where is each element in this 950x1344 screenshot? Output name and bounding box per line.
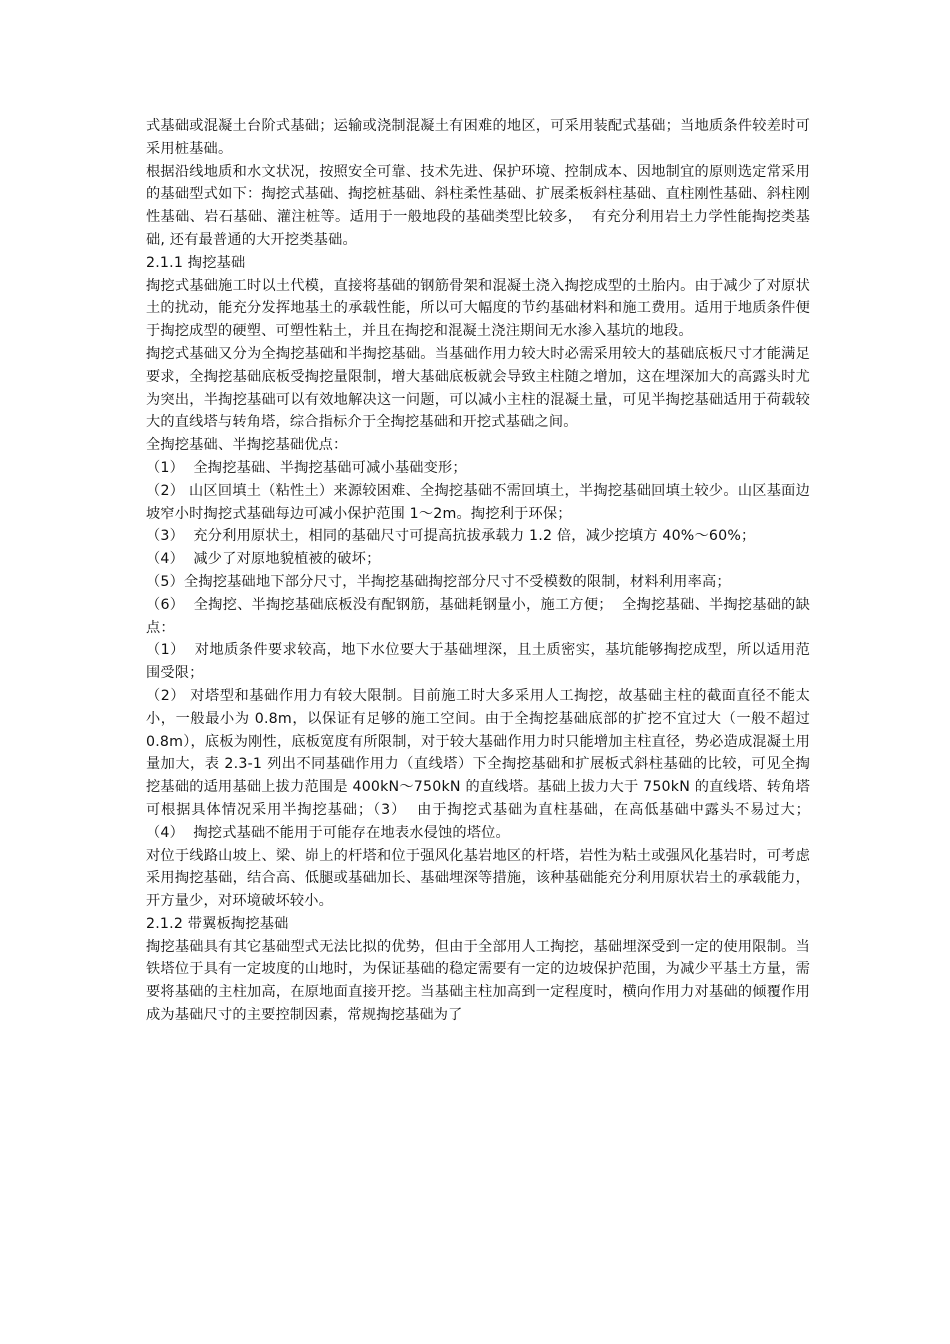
section-heading: 2.1.1 掏挖基础 [146, 254, 246, 271]
paragraph: 掏挖式基础又分为全掏挖基础和半掏挖基础。当基础作用力较大时必需采用较大的基础底板尺寸才能满足要求，全掏挖基础底板受掏挖量限制，增大基础底板就会导致主柱随之增加，这在埋深加大的高露头时尤为突出，半掏挖基础可以有效地解决这一问题，可以减小主柱的混凝土量，可见半掏挖基础适用于荷载较大的直线塔与转角塔，综合指标介于全掏挖基础和开挖式基础之间。 [146, 345, 810, 431]
list-item: （3） 充分利用原状土，相同的基础尺寸可提高抗拔承载力 1.2 倍，减少挖填方 40%～60%； [146, 528, 756, 545]
list-item: （4） 减少了对原地貌植被的破坏； [146, 551, 381, 568]
section-heading: 2.1.2 带翼板掏挖基础 [146, 915, 289, 932]
list-item: （1） 全掏挖基础、半掏挖基础可减小基础变形； [146, 459, 467, 476]
paragraph: 对位于线路山坡上、梁、峁上的杆塔和位于强风化基岩地区的杆塔，岩性为粘土或强风化基岩时，可考虑采用掏挖基础，结合高、低腿或基础加长、基础埋深等措施，该种基础能充分利用原状岩土的承载能力，开方量少，对环境破坏较小。 [146, 847, 810, 910]
paragraph: 掏挖式基础施工时以土代模，直接将基础的钢筋骨架和混凝土浇入掏挖成型的土胎内。由于减少了对原状土的扰动，能充分发挥地基土的承载性能，所以可大幅度的节约基础材料和施工费用。适用于地质条件便于掏挖成型的硬塑、可塑性粘土，并且在掏挖和混凝土浇注期间无水渗入基坑的地段。 [146, 277, 810, 340]
list-item: （2） 山区回填土（粘性土）来源较困难、全掏挖基础不需回填土，半掏挖基础回填土较少。山区基面边坡窄小时掏挖式基础每边可减小保护范围 1～2m。掏挖利于环保； [146, 482, 810, 522]
document-page [146, 115, 825, 1027]
paragraph: 掏挖基础具有其它基础型式无法比拟的优势，但由于全部用人工掏挖，基础埋深受到一定的使用限制。当铁塔位于具有一定坡度的山地时，为保证基础的稳定需要有一定的边坡保护范围，为减少平基土方量，需要将基础的主柱加高，在原地面直接开挖。当基础主柱加高到一定程度时，横向作用力对基础的倾覆作用成为基础尺寸的主要控制因素，常规掏挖基础为了 [146, 938, 810, 1024]
paragraph: 全掏挖基础、半掏挖基础优点： [146, 437, 348, 454]
list-item: （2） 对塔型和基础作用力有较大限制。目前施工时大多采用人工掏挖，故基础主柱的截面直径不能太小，一般最小为 0.8m，以保证有足够的施工空间。由于全掏挖基础底部的扩挖不宜过大（一般不超过 0.8m），底板为刚性，底板宽度有所限制，对于较大基础作用力时只能增加主柱直径，势必造成混凝土用量加大，表 2.3-1 列出不同基础作用力（直线塔）下全掏挖基础和扩展板式斜柱基础的比较，可见全掏挖基础的适用基础上拔力范围是 400kN～750kN 的直线塔。基础上拔力大于 750kN 的直线塔、转角塔可根据具体情况采用半掏挖基础；（3） 由于掏挖式基础为直柱基础，在高低基础中露头不易过大； （4） 掏挖式基础不能用于可能存在地表水侵蚀的塔位。 [146, 687, 825, 841]
list-item: （1） 对地质条件要求较高，地下水位要大于基础埋深，且土质密实，基坑能够掏挖成型，所以适用范围受限； [146, 642, 810, 682]
list-item: （6） 全掏挖、半掏挖基础底板没有配钢筋，基础耗钢量小，施工方便； 全掏挖基础、半掏挖基础的缺点： [146, 596, 810, 636]
paragraph: 根据沿线地质和水文状况，按照安全可靠、技术先进、保护环境、控制成本、因地制宜的原则选定常采用的基础型式如下：掏挖式基础、掏挖桩基础、斜柱柔性基础、扩展柔板斜柱基础、直柱刚性基础、斜柱刚性基础、岩石基础、灌注桩等。适用于一般地段的基础类型比较多， 有充分利用岩土力学性能掏挖类基础, 还有最普通的大开挖类基础。 [146, 163, 810, 248]
paragraph: 式基础或混凝土台阶式基础；运输或浇制混凝土有困难的地区，可采用装配式基础；当地质条件较差时可采用桩基础。 [146, 118, 810, 157]
list-item: （5）全掏挖基础地下部分尺寸，半掏挖基础掏挖部分尺寸不受模数的限制，材料利用率高； [146, 573, 731, 590]
